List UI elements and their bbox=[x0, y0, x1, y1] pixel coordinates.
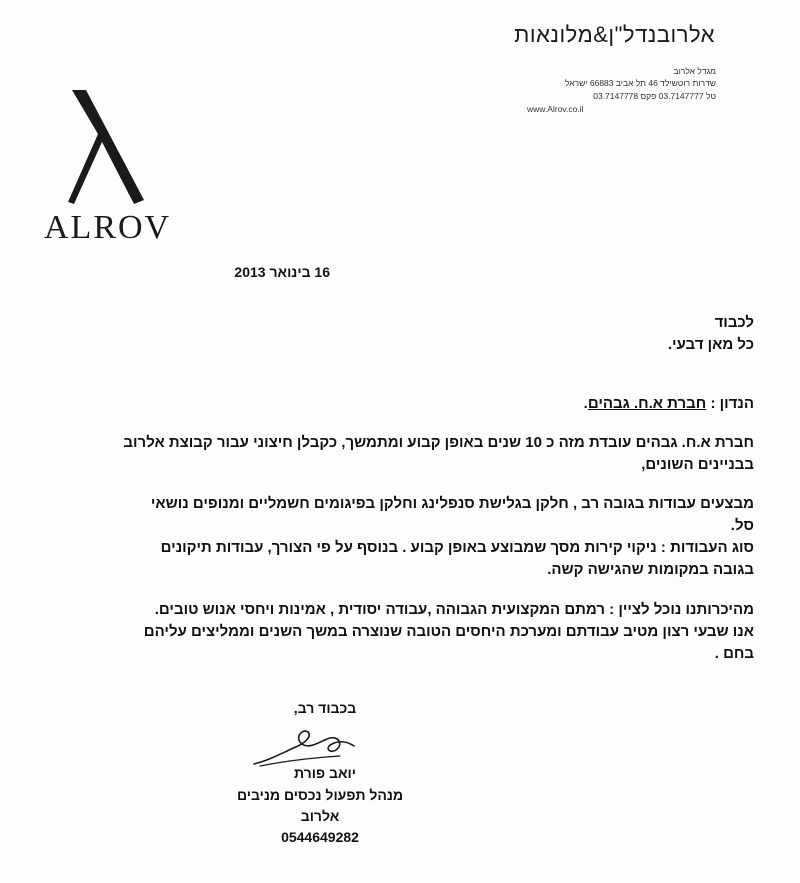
letter-date: 16 בינואר 2013 bbox=[234, 264, 330, 280]
body-line: חברת א.ח. גבהים עובדת מזה כ 10 שנים באופן קבוע ומתמשך, כקבלן חיצוני עבור קבוצת אלרוב bbox=[123, 434, 754, 451]
subject-line bbox=[584, 395, 754, 412]
signer-company: אלרוב bbox=[300, 808, 340, 824]
body-line: מהיכרותנו נוכל לציין : רמתם המקצועית הגבוהה ,עבודה יסודית , אמינות ויחסי אנוש טובים. bbox=[154, 601, 754, 618]
phone-fax-line: טל 03.7147777 פקס 03.7147778 bbox=[593, 91, 716, 101]
body-line: אנו שבעי רצון מטיב עבודתם ומערכת היחסים הטובה שנוצרה במשך השנים וממליצים עליהם bbox=[143, 623, 754, 640]
closing-regards: בכבוד רב, bbox=[293, 700, 357, 716]
subject-label: הנדון : bbox=[710, 395, 754, 412]
body-line: בחם . bbox=[714, 645, 754, 662]
logo-wordmark: ALROV bbox=[44, 209, 172, 246]
body-line: סוג העבודות : ניקוי קירות מסך שמבוצע באופן קבוע . בנוסף על פי הצורך, עבודות תיקונים bbox=[160, 539, 754, 556]
subject-company: חברת א.ח. גבהים bbox=[587, 395, 707, 412]
recipient-addressee: כל מאן דבעי. bbox=[667, 336, 754, 353]
signer-title: מנהל תפעול נכסים מניבים bbox=[236, 787, 404, 803]
recipient-greeting: לכבוד bbox=[714, 314, 754, 331]
signer-phone: 0544649282 bbox=[281, 829, 359, 845]
signer-name: יואב פורת bbox=[294, 765, 356, 781]
body-line: בבניינים השונים, bbox=[641, 456, 754, 473]
subject-period: . bbox=[583, 395, 588, 412]
address-line: מגדל אלרוב bbox=[673, 66, 716, 76]
body-line: מבצעים עבודות בגובה רב , חלקן בגלישת סנפלינג וחלקן בפיגומים חשמליים ומנופים נושאי bbox=[150, 495, 754, 512]
company-name: אלרובנדל"ן&מלונאות bbox=[514, 22, 715, 47]
body-line: בגובה במקומות שהגישה קשה. bbox=[547, 561, 754, 578]
address-line: שדרות רוטשילד 46 תל אביב 66883 ישראל bbox=[564, 78, 716, 88]
body-line: סל. bbox=[730, 517, 754, 534]
website-line: www.Alrov.co.il bbox=[527, 104, 584, 114]
alrov-logo-icon bbox=[64, 90, 144, 205]
